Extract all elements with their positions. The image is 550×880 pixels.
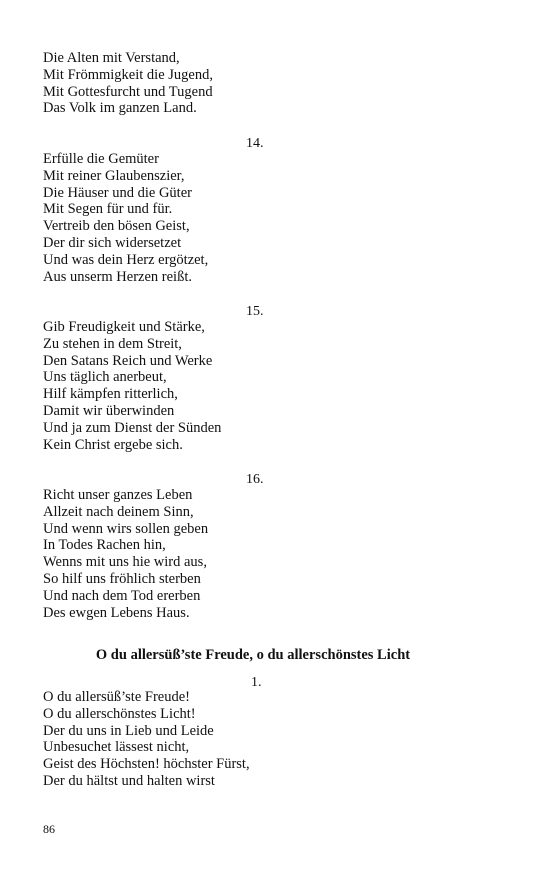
verse-line: Der du uns in Lieb und Leide (43, 722, 214, 739)
verse-line: Mit Gottesfurcht und Tugend (43, 83, 213, 100)
hymn-title: O du allersüß’ste Freude, o du allerschönstes Licht (95, 647, 411, 663)
verse-line: Der dir sich widersetzet (43, 234, 182, 251)
verse-line: Erfülle die Gemüter (43, 151, 159, 167)
stanza-number: 1. (251, 675, 262, 690)
verse-line: Mit Frömmigkeit die Jugend, (43, 66, 213, 83)
verse-line: O du allersüß’ste Freude! (43, 689, 190, 705)
verse-line: Geist des Höchsten! höchster Fürst, (43, 756, 250, 773)
verse-line: Wenns mit uns hie wird aus, (43, 554, 207, 571)
verse-line: Damit wir überwinden (43, 402, 175, 419)
verse-line: Die Häuser und die Güter (43, 184, 192, 201)
verse-line: Und wenn wirs sollen geben (43, 520, 209, 537)
verse-line: Und nach dem Tod ererben (43, 587, 201, 604)
stanza-14 (43, 151, 483, 285)
stanza-number: 16. (246, 472, 264, 487)
verse-line: Und was dein Herz ergötzet, (43, 251, 209, 268)
verse-line: Die Alten mit Verstand, (43, 50, 180, 66)
verse-line: Und ja zum Dienst der Sünden (43, 419, 222, 436)
stanza-continuation (43, 50, 483, 117)
verse-line: Der du hältst und halten wirst (43, 772, 215, 789)
verse-line: Den Satans Reich und Werke (43, 352, 213, 369)
verse-line: So hilf uns fröhlich sterben (43, 570, 201, 587)
verse-line: Aus unserm Herzen reißt. (43, 268, 192, 285)
verse-line: Mit Segen für und für. (43, 201, 173, 218)
verse-line: Vertreib den bösen Geist, (43, 218, 190, 235)
verse-line: Des ewgen Lebens Haus. (43, 604, 190, 621)
verse-line: Hilf kämpfen ritterlich, (43, 386, 178, 403)
stanza-number: 15. (246, 304, 264, 319)
verse-line: In Todes Rachen hin, (43, 537, 166, 554)
stanza-15 (43, 319, 483, 453)
verse-line: Gib Freudigkeit und Stärke, (43, 319, 205, 335)
verse-line: Das Volk im ganzen Land. (43, 100, 197, 117)
verse-line: Mit reiner Glaubenszier, (43, 167, 185, 184)
stanza-number: 14. (246, 136, 264, 151)
verse-line: Zu stehen in dem Streit, (43, 335, 182, 352)
stanza-16 (43, 487, 483, 621)
verse-line: Richt unser ganzes Leben (43, 487, 193, 503)
verse-line: Kein Christ ergebe sich. (43, 436, 183, 453)
verse-line: Allzeit nach deinem Sinn, (43, 503, 194, 520)
verse-line: Uns täglich anerbeut, (43, 369, 167, 386)
hymn2-stanza-1 (43, 689, 483, 790)
verse-line: O du allerschönstes Licht! (43, 705, 196, 722)
page-number: 86 (43, 822, 55, 836)
verse-line: Unbesuchet lässest nicht, (43, 739, 190, 756)
